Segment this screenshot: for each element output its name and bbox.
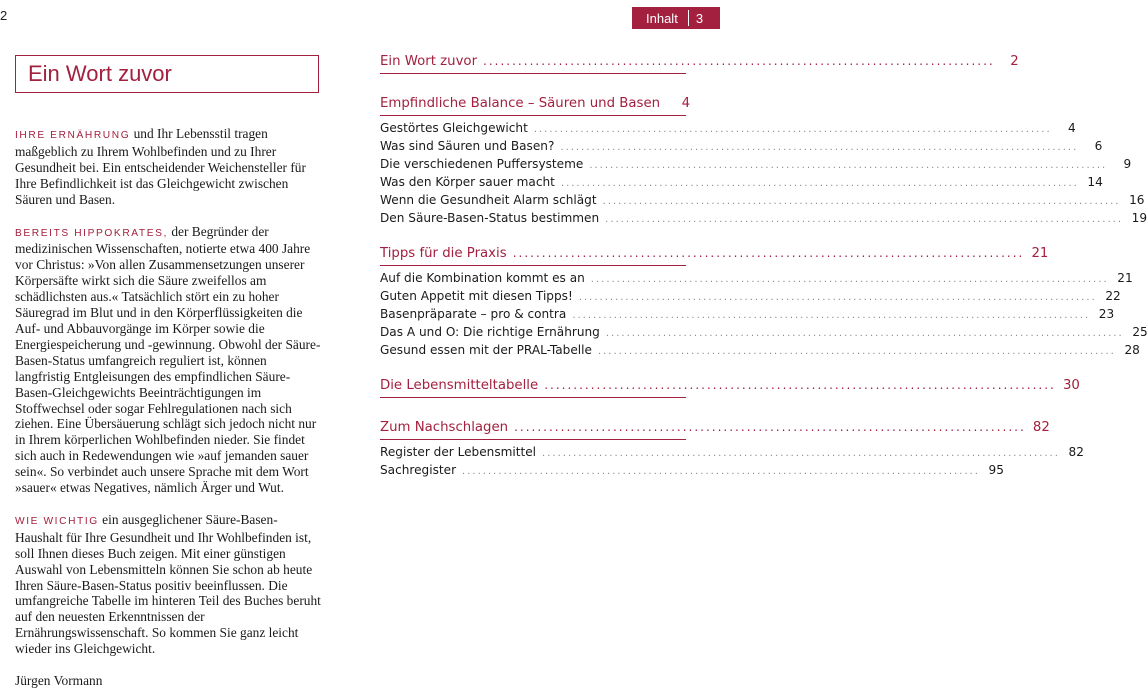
toc-leader-dots: ........................................................................................ <box>544 378 1056 392</box>
contents-tab-label: Inhalt <box>646 10 678 26</box>
toc-section-title: Die Lebensmitteltabelle <box>380 378 539 393</box>
toc-section-heading[interactable] <box>380 244 1049 262</box>
toc-spacer <box>380 359 686 376</box>
toc-entry-page: 4 <box>1068 121 1076 135</box>
toc-leader-dots: .................................................................................................... <box>578 292 1097 303</box>
toc-entry[interactable] <box>380 443 1084 461</box>
toc-section-title: Zum Nachschlagen <box>380 420 509 435</box>
toc-entry[interactable] <box>380 173 1103 191</box>
toc-leader-dots: .................................................................................................... <box>605 214 1124 225</box>
toc-entry-title: Gestörtes Gleichgewicht <box>380 121 528 135</box>
toc-leader-dots: .................................................................................................... <box>605 328 1124 339</box>
toc-leader-dots: .................................................................................................... <box>602 196 1121 207</box>
toc-leader-dots: .................................................................................................... <box>533 124 1052 135</box>
toc-section-page: 82 <box>1032 420 1050 435</box>
toc-leader-dots: .................................................................................................... <box>589 160 1108 171</box>
page-title: Ein Wort zuvor <box>15 55 319 93</box>
toc-entry[interactable] <box>380 209 1148 227</box>
toc-entry[interactable] <box>380 191 1145 209</box>
toc-entry-title: Guten Appetit mit diesen Tipps! <box>380 289 573 303</box>
toc-leader-dots: .................................................................................................... <box>560 142 1079 153</box>
toc-section-title: Empfindliche Balance – Säuren und Basen <box>380 96 661 111</box>
toc-entry-page: 28 <box>1124 343 1140 357</box>
toc-entry-page: 95 <box>988 463 1004 477</box>
paragraph-text: der Begründer der medizinischen Wissenschaften, notierte etwa 400 Jahre vor Christus: »Von allen Zusammensetzungen unserer Körpersäfte wirkt sich die Säure zweifellos am schädlichsten aus.« Tatsächlich stört ein zu hoher Säuregrad im Blut und in den Körperflüssigkeiten die Auf- und Abbauvorgänge im Körper sowie die Energiespeicherung und -gewinnung. Obwohl der Säure-Basen-Status umfangreich reguliert ist, können langfristig Entgleisungen des empfindlichen Säure-Basen-Gleichgewichts Beeinträchtigungen im Stoffwechsel oder sogar Fehlregulationen nach sich ziehen. Eine Übersäuerung schlägt sich jedoch nicht nur in Ihrem körperlichen Wohlbefinden nieder. Sie findet sich auch in Redewendungen wie »auf jemanden sauer sein«. So verbindet auch unsere Sprache mit dem Wort »sauer« etwas Negatives, nämlich Ärger und Wut. <box>15 223 321 496</box>
page-number-left: 2 <box>0 8 8 23</box>
toc-spacer <box>380 77 686 94</box>
toc-section-page: 2 <box>1010 54 1019 69</box>
toc-entry-title: Auf die Kombination kommt es an <box>380 271 585 285</box>
toc-spacer <box>380 227 686 244</box>
toc-entry-page: 25 <box>1132 325 1148 339</box>
toc-section-page: 30 <box>1062 378 1080 393</box>
toc-leader-dots: ........................................................................................ <box>512 246 1025 260</box>
toc-leader-dots: .................................................................................................... <box>542 448 1060 459</box>
toc-entry-title: Register der Lebensmittel <box>380 445 537 459</box>
toc-spacer <box>380 401 686 418</box>
toc-entry-title: Wenn die Gesundheit Alarm schlägt <box>380 193 597 207</box>
toc-entry-page: 14 <box>1087 175 1103 189</box>
toc-entry-title: Gesund essen mit der PRAL-Tabelle <box>380 343 592 357</box>
toc-entry[interactable] <box>380 269 1133 287</box>
toc-entry-title: Das A und O: Die richtige Ernährung <box>380 325 600 339</box>
toc-section-heading[interactable] <box>380 94 691 112</box>
toc-section-rule <box>380 115 686 116</box>
foreword-text <box>15 126 323 689</box>
paragraph-lead: IHRE ERNÄHRUNG <box>15 130 131 141</box>
toc-entry-title: Was den Körper sauer macht <box>380 175 555 189</box>
toc-entry-page: 19 <box>1131 211 1148 225</box>
toc-section-title: Tipps für die Praxis <box>380 246 507 261</box>
toc-entry[interactable] <box>380 341 1140 359</box>
toc-entry-page: 6 <box>1094 139 1103 153</box>
toc-entry-page: 16 <box>1129 193 1145 207</box>
toc-section-rule <box>380 439 686 440</box>
paragraph <box>15 224 323 496</box>
toc-entry[interactable] <box>380 461 1004 479</box>
toc-section-heading[interactable] <box>380 376 1080 394</box>
toc-leader-dots: .................................................................................................... <box>590 274 1109 285</box>
toc-leader-dots: .................................................................................................... <box>560 178 1079 189</box>
toc-entry[interactable] <box>380 137 1103 155</box>
toc-entry[interactable] <box>380 155 1132 173</box>
toc-leader-dots: ........................................................................................ <box>483 54 995 68</box>
paragraph-lead: WIE WICHTIG <box>15 515 99 527</box>
page-number-right: 3 <box>695 10 704 26</box>
toc-section-rule <box>380 265 686 266</box>
toc-entry-title: Den Säure-Basen-Status bestimmen <box>380 211 600 225</box>
toc-section-page: 4 <box>681 96 691 111</box>
toc-section-rule <box>380 73 686 74</box>
toc-leader-dots: .................................................................................................... <box>597 346 1116 357</box>
paragraph <box>15 512 323 657</box>
toc-entry-title: Die verschiedenen Puffersysteme <box>380 157 584 171</box>
toc-section-rule <box>380 397 686 398</box>
toc-section-heading[interactable] <box>380 52 1019 70</box>
toc-entry-page: 82 <box>1068 445 1084 459</box>
paragraph-text: und Ihr Lebensstil tragen maßgeblich zu Ihrem Wohlbefinden und zu Ihrer Gesundheit bei. Ein entscheidender Weichensteller für Ihre Befindlichkeit ist das Gleichgewicht zwischen Säuren und Basen. <box>15 126 306 207</box>
toc-section-title: Ein Wort zuvor <box>380 54 478 69</box>
toc-entry-title: Was sind Säuren und Basen? <box>380 139 555 153</box>
toc-leader-dots: .................................................................................................... <box>462 466 980 477</box>
toc-entry[interactable] <box>380 119 1076 137</box>
toc-entry-page: 23 <box>1098 307 1115 321</box>
toc-section-heading[interactable] <box>380 418 1050 436</box>
toc-entry[interactable] <box>380 305 1115 323</box>
toc-section-page: 21 <box>1031 246 1049 261</box>
paragraph-lead: BEREITS HIPPOKRATES, <box>15 227 168 239</box>
toc-entry[interactable] <box>380 287 1121 305</box>
toc-entry[interactable] <box>380 323 1148 341</box>
toc-entry-page: 22 <box>1105 289 1121 303</box>
table-of-contents <box>380 52 1148 479</box>
toc-leader-dots: .................................................................................................... <box>572 310 1091 321</box>
paragraph-text: ein ausgeglichener Säure-Basen-Haushalt für Ihre Gesundheit und Ihr Wohlbefinden ist, soll Ihnen dieses Buch zeigen. Mit einer günstigen Auswahl von Lebensmitteln können Sie schon ab heute Ihren Säure-Basen-Status positiv beeinflussen. Die umfangreiche Tabelle im hinteren Teil des Buches beruht auf den neuesten Erkenntnissen der Ernährungswissenschaft. So kommen Sie ganz leicht wieder ins Gleichgewicht. <box>15 511 321 657</box>
toc-leader-dots: ........................................................................................ <box>514 420 1026 434</box>
toc-entry-page: 9 <box>1123 157 1132 171</box>
toc-entry-title: Basenpräparate – pro & contra <box>380 307 567 321</box>
author-signature: Jürgen Vormann <box>15 673 103 689</box>
toc-entry-page: 21 <box>1117 271 1133 285</box>
toc-entry-title: Sachregister <box>380 463 457 477</box>
paragraph <box>15 126 323 208</box>
contents-tab <box>632 7 720 29</box>
